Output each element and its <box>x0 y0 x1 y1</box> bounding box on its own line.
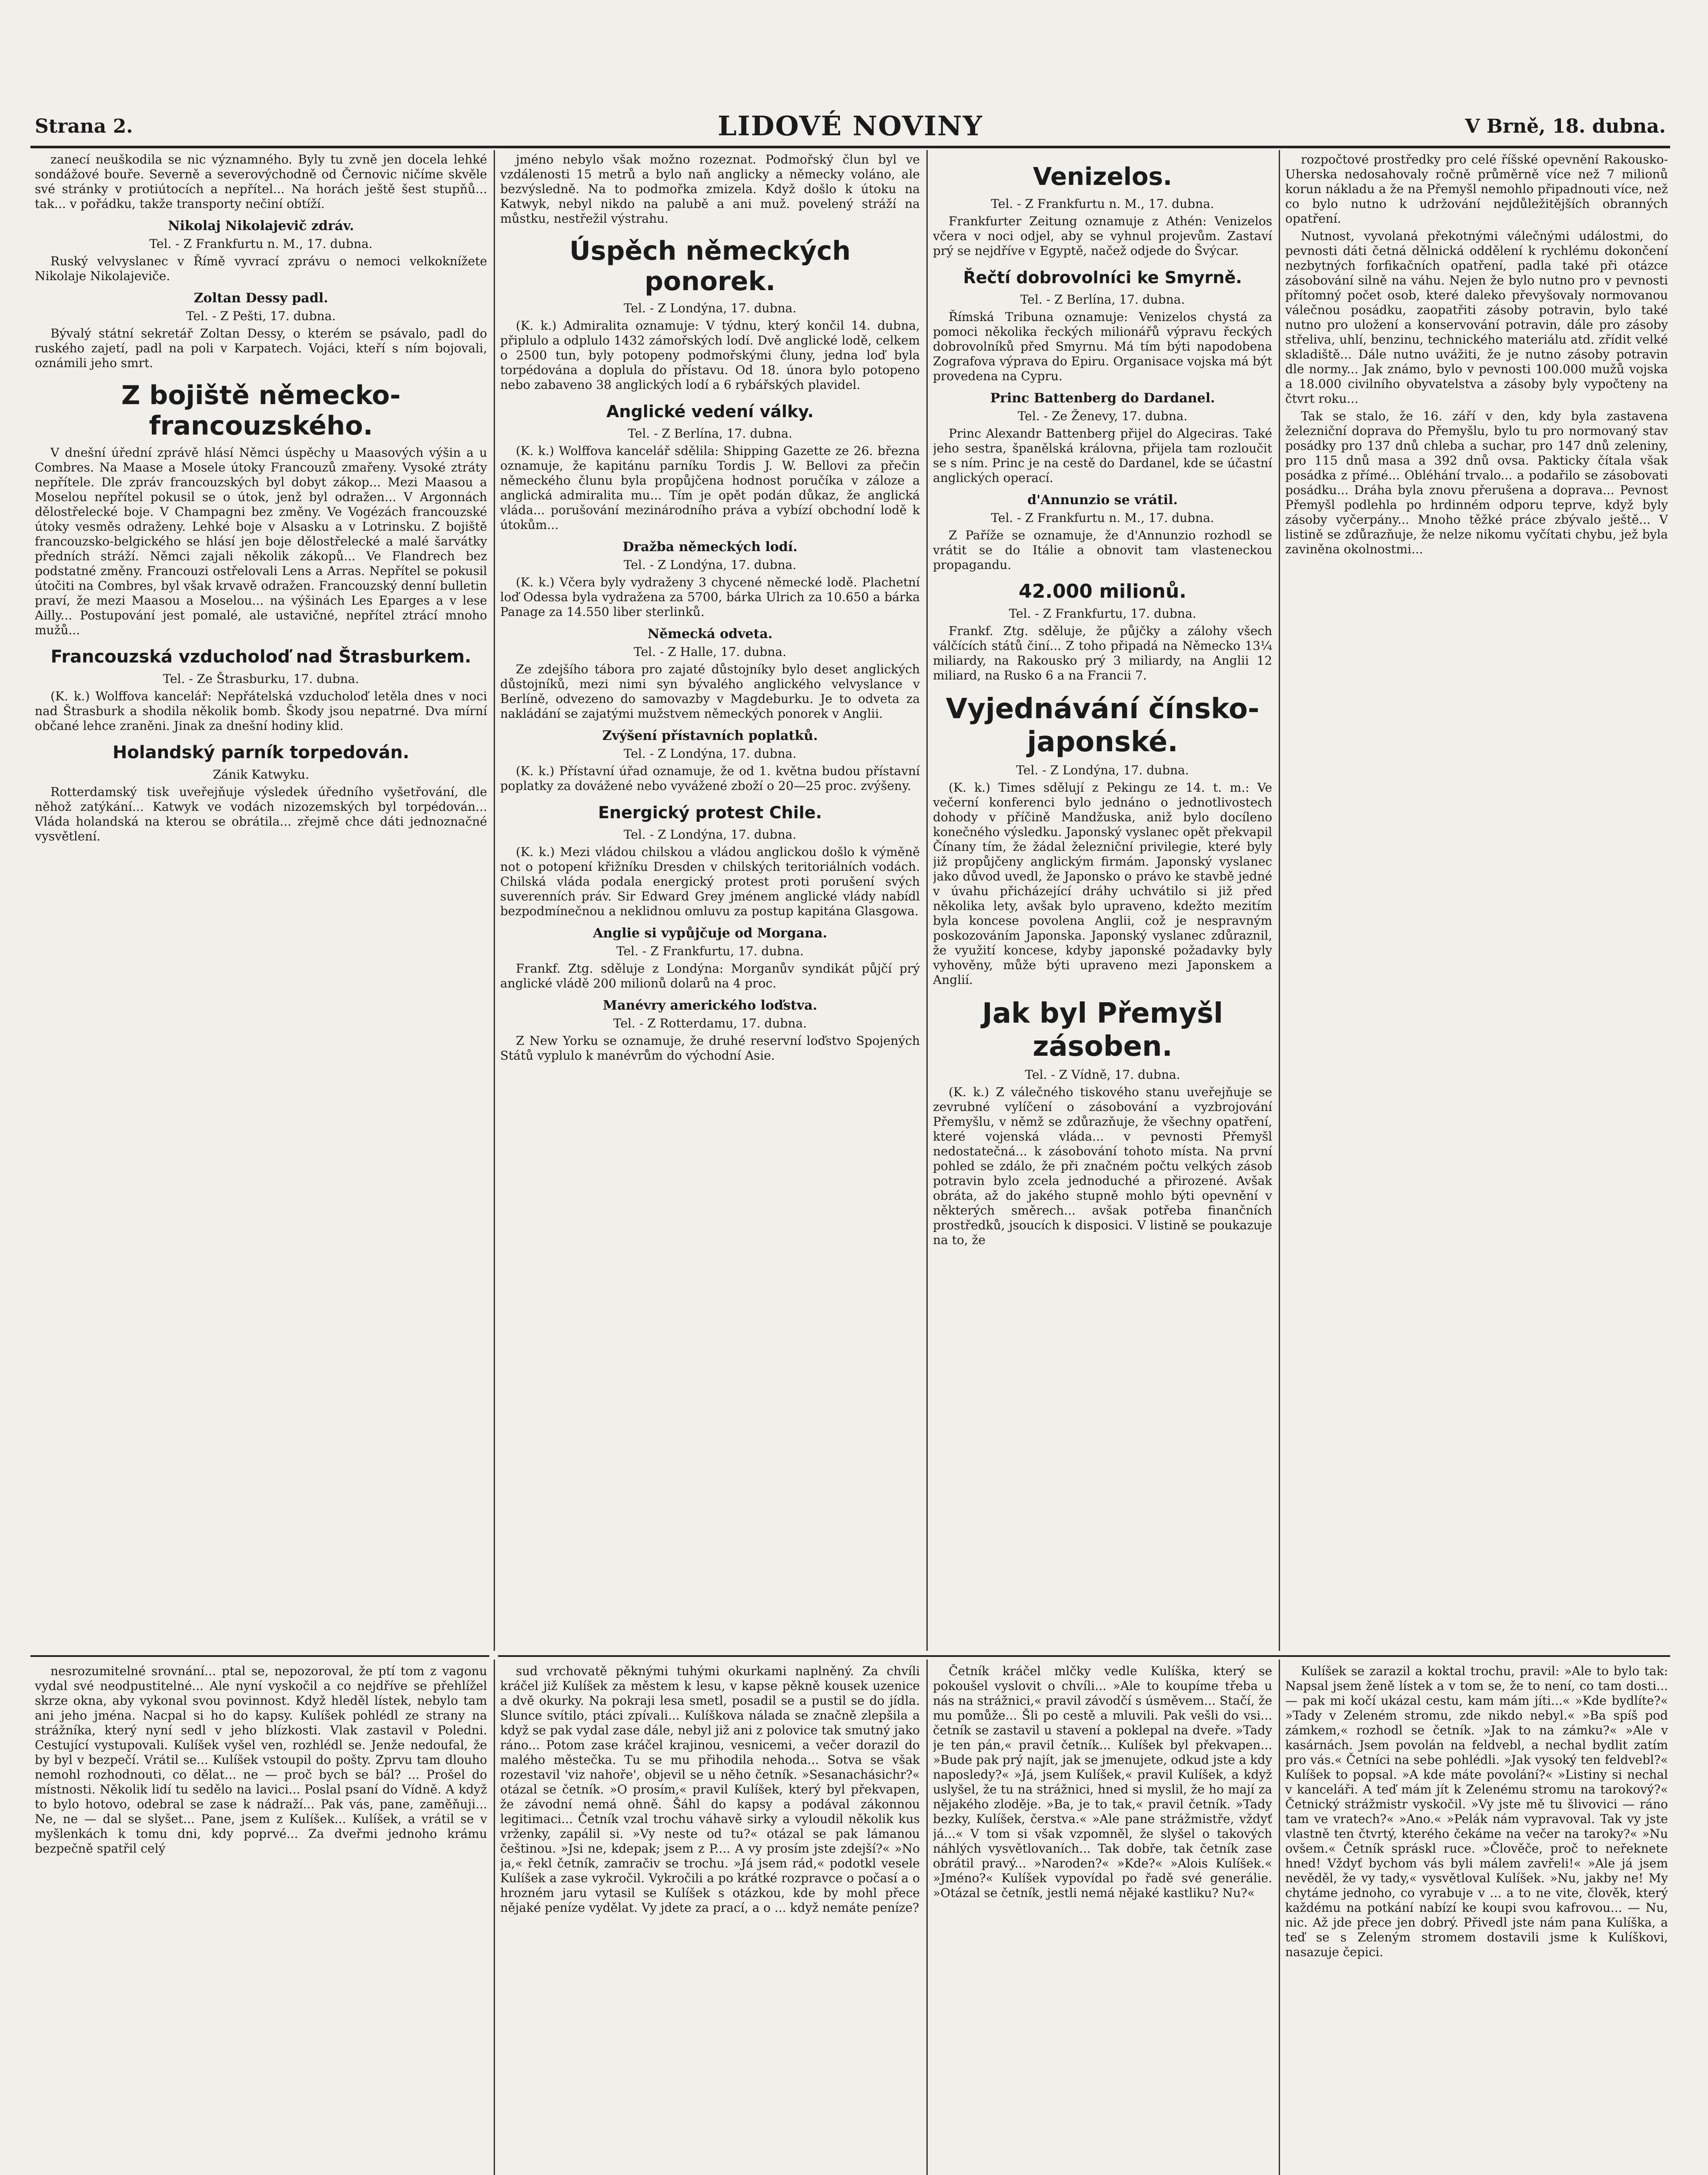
column-rule <box>1279 1660 1280 2175</box>
headline-poplatky: Zvýšení přístavních poplatků. <box>602 728 818 743</box>
column-rule <box>494 150 495 1651</box>
dateline: Tel. - Z Londýna, 17. dubna. <box>623 827 797 842</box>
article-text: Frankf. Ztg. sděluje z Londýna: Morganův syndikát půjčí prý anglické vládě 200 milionů dolarů na 4 proc. <box>500 961 920 990</box>
issue-date: V Brně, 18. dubna. <box>1465 115 1666 137</box>
article-text: Ze zdejšího tábora pro zajaté důstojníky bylo deset anglických důstojníků, mezi nimi syn bývalého anglického velvyslance v Berlíně, odvezeno do samovazby v Magdeburku. Je to odveta za nakládání se zajatými mužstvem německých ponorek v Anglii. <box>500 662 920 721</box>
article-text: (K. k.) Admiralita oznamuje: V týdnu, který končil 14. dubna, připlulo a odplulo 1432 zámořských lodí. Dvě anglické lodě, celkem o 2500 tun, byly potopeny podmořskými čluny, jedna loď byla torpédována a doplula do přístavu. Od 18. února bylo potopeno nebo zabaveno 38 anglických lodí a 6 rybářských plavidel. <box>500 318 920 392</box>
masthead <box>30 107 1670 148</box>
feuilleton-column-2 <box>500 1664 920 2175</box>
headline-morgan: Anglie si vypůjčuje od Morgana. <box>593 926 827 941</box>
column-3 <box>933 152 1272 1649</box>
article-text: (K. k.) Přístavní úřad oznamuje, že od 1. května budou přístavní poplatky za dovážené nebo vyvážené zboží o 20—25 proc. zvýšeny. <box>500 764 920 793</box>
page-number: Strana 2. <box>35 115 133 137</box>
article-text: Bývalý státní sekretář Zoltan Dessy, o kterém se psávalo, padl do ruského zajetí, padl na poli v Karpatech. Vojáci, kteří s ním bojovali, oznámili jeho smrt. <box>35 326 487 370</box>
headline-premysl: Jak byl Přemyšl zásoben. <box>982 997 1223 1063</box>
dateline: Tel. - Z Rotterdamu, 17. dubna. <box>613 1016 807 1031</box>
dateline: Tel. - Z Halle, 17. dubna. <box>634 645 786 659</box>
feuilleton-column-1 <box>35 1664 487 2175</box>
feuilleton-rule <box>498 1655 1670 1657</box>
dateline: Tel. - Z Berlína, 17. dubna. <box>628 426 792 441</box>
article-text: Tak se stalo, že 16. září v den, kdy byla zastavena železniční doprava do Přemyšlu, bylo tu pro normovaný stav posádky pro 137 dnů chleba a suchar, pro 147 dnů zeleniny, pro 115 dnů masa a 392 dnů ovsa. Pakticky čítala však posádka z přímé... Obléhání trvalo... a podařilo se zásobovati posádku... Dráha byla znovu přerušena a doprava... Pevnost Přemyšl podlehla po hrdinném odporu teprve, když byly zásoby vyčerpány... Mnoho těžké práce zbývalo ještě... V listině se zdůrazňuje, že nelze nikomu vyčítati chybu, jež byla zaviněna okolnostmi... <box>1285 409 1668 556</box>
headline-anglicke-vedeni: Anglické vedení války. <box>606 402 814 421</box>
dateline: Tel. - Z Frankfurtu n. M., 17. dubna. <box>991 511 1214 525</box>
article-text: Rotterdamský tisk uveřejňuje výsledek úředního vyšetřování, dle něhož zatýkání... Katwyk ve vodách nizozemských byl torpédován... Vláda holandská na kterou se obrátila... zřejmě chce dáti jednoznačné vysvětlení. <box>35 785 487 843</box>
article-text: (K. k.) Mezi vládou chilskou a vládou anglickou došlo k výměně not o potopení křižníku Dresden v chilských teritoriálních vodách. Chilská vláda podala energický protest proti porušení svých suverenních práv. Sir Edward Grey jménem anglické vlády nabídl bezpodmínečnou a neklidnou omluvu za postup kapitána Glasgowa. <box>500 845 920 918</box>
column-rule <box>1279 150 1280 1651</box>
dateline: Tel. - Z Londýna, 17. dubna. <box>623 558 797 572</box>
column-2 <box>500 152 920 1649</box>
feuilleton-text: Kulíšek se zarazil a koktal trochu, pravil: »Ale to bylo tak: Napsal jsem ženě lístek a v tom se, že to není, co tam dosti... — pak mi kočí ukázal cestu, kam mám jíti...« »Kde bydlíte?« »Tady v Zeleném stromu, zde nikdo nebyl.« »Ba spíš pod zámkem,« rozhodl se četník. »Jak to na zámku?« »Ale v kasárnách. Jsem povolán na feldvebl, a nechal bydlit zatím pro vás.« Četníci na sebe pohlédli. »Jak vysoký ten feldvebl?« Kulíšek to popsal. »A kde máte povolání?« »Listiny si nechal v kanceláři. A teď mám jít k Zelenému stromu na tarokový?« Četnický strážmistr vyskočil. »Vy jste mě tu šlivovici — ráno tam ve vratech?« »Ano.« »Pelák nám vypravoval. Tak vy jste vlastně ten čtvrtý, kterého čekáme na večer na taroky?« »Nu ovšem.« Četník spráskl ruce. »Člověče, proč to neřeknete hned! Vždyť bychom vás byli málem zavřeli!« »Ale já jsem nevěděl, že vy tady,« vysvětloval Kulíšek. »Nu, jakby ne! My chytáme jednoho, co vyrabuje v ... a to ne vite, člověk, který každému na potkání nabízí ke koupi svou kafrovou... — Nu, nic. Až jde přece jen dobrý. Přivedl jste nám pana Kulíška, a teď se s Zeleným stromem dostavili jsme k Kulíškovi, nasazuje čepici. <box>1285 1664 1668 1959</box>
dateline: Tel. - Ze Štrasburku, 17. dubna. <box>163 672 359 686</box>
column-rule <box>494 1660 495 2175</box>
newspaper-page <box>30 0 1670 2175</box>
headline-vzducholod: Francouzská vzducholoď nad Štrasburkem. <box>50 647 471 667</box>
headline-bojiste: Z bojiště německo-francouzského. <box>121 380 401 441</box>
article-text: (K. k.) Times sdělují z Pekingu ze 14. t. m.: Ve večerní konferenci bylo jednáno o jednotlivostech dohody v příčině Mandžuska, aniž bylo docíleno konečného výsledku. Japonský vyslanec opět překvapil Čínany tím, že žádal železniční privilegie, které byly již propůjčeny anglickým firmám. Japonský vyslanec jako důvod uvedl, že Japonsko o právo ke stavbě jedné v úvahu přicházející dráhy uchvátilo si již před několika lety, avšak bylo upraveno, kdežto mezitím byla koncese povolena Anglii, což je nespravným poskozováním Japonska. Japonský vyslanec zdůraznil, že využití koncese, kdyby japonské požadavky byly vyhověny, může býti upraveno mezi Japonskem a Anglií. <box>933 780 1272 987</box>
article-text: Nutnost, vyvolaná překotnými válečnými událostmi, do pevnosti dáti četná dělnická oddělení k rychlému dokončení nezbytných forfikačních opatření, padla také při otázce zásobování silně na váhu. Nejen že bylo nutno pro v pevnosti přítomný počet osob, které daleko převyšovaly normovanou válečnou posádku, zaopatřiti zásoby potravin, bylo také nutno pro uložení a konservování potravin, dále pro zásoby střeliva, uhlí, benzinu, technického materiálu atd. zřídit velké skladiště... Dále nutno uvážiti, že je nutno zásoby potravin dle normy... Jak známo, bylo v pevnosti 100.000 mužů vojska a 18.000 civilního obyvatelstva a zásoby byly vypočteny na čtvrt roku... <box>1285 229 1668 406</box>
dateline: Tel. - Z Londýna, 17. dubna. <box>623 301 797 315</box>
article-text: Princ Alexandr Battenberg přijel do Algeciras. Také jeho sestra, španělská královna, přijela tam rozloučit se s ním. Princ je na cestě do Dardanel, kde se účastní anglických operací. <box>933 426 1272 485</box>
dateline: Tel. - Z Pešti, 17. dubna. <box>186 309 336 323</box>
column-rule <box>926 150 928 1651</box>
article-text: Z New Yorku se oznamuje, že druhé reservní loďstvo Spojených Států vyplulo k manévrům do východní Asie. <box>500 1034 920 1063</box>
headline-manevry: Manévry amerického loďstva. <box>603 998 817 1013</box>
dateline: Tel. - Z Frankfurtu, 17. dubna. <box>616 944 804 958</box>
feuilleton-column-4 <box>1285 1664 1668 2175</box>
feuilleton-column-3 <box>933 1664 1272 2175</box>
headline-odveta: Německá odveta. <box>647 626 773 642</box>
column-4 <box>1285 152 1668 1649</box>
dateline: Tel. - Ze Ženevy, 17. dubna. <box>1017 409 1188 423</box>
headline-holandsky-parnik: Holandský parník torpedován. <box>112 743 410 763</box>
dateline: Tel. - Z Frankfurtu, 17. dubna. <box>1009 606 1197 621</box>
article-text: (K. k.) Včera byly vydraženy 3 chycené německé lodě. Plachetní loď Odessa byla vydražena za 5700, bárka Ulrich za 10.650 a bárka Panage za 14.550 liber sterlinků. <box>500 575 920 619</box>
subheadline: Zánik Katwyku. <box>213 767 309 782</box>
article-text: Frankfurter Zeitung oznamuje z Athén: Venizelos včera v noci odjel, aby se vyhnul projevům. Zastaví prý se nejdříve v Egyptě, načež odjede do Švýcar. <box>933 214 1272 258</box>
article-text: (K. k.) Z válečného tiskového stanu uveřejňuje se zevrubné vylíčení o zásobování a vyzbrojování Přemyšlu, v němž se zdůrazňuje, že všechny opatření, které vojenská vláda... v pevnosti Přemyšl nedostatečná... k zásobování tohoto místa. Na první pohled se zdálo, že při značném počtu velkých zásob potravin bylo zcela jednoduché a přirozené. Avšak obráta, až do jakého stupně mohlo býti opevnění v některých směrech... avšak potřeba finančních prostředků, jsoucích k disposici. V listině se poukazuje na to, že <box>933 1085 1272 1247</box>
article-continuation: rozpočtové prostředky pro celé říšské opevnění Rakousko-Uherska nedosahovaly ročně průměrně více než 7 milionů korun nákladu a že na Přemyšl nemohlo připadnouti více, než co bylo nutno k udržování nejdůležitějších obranných opatření. <box>1285 152 1668 226</box>
feuilleton-rule <box>30 1655 489 1657</box>
dateline: Tel. - Z Frankfurtu n. M., 17. dubna. <box>991 197 1214 211</box>
headline-recti-dobrovolnici: Řečtí dobrovolníci ke Smyrně. <box>963 268 1242 287</box>
headline-cinsko-japonske: Vyjednávání čínsko-japonské. <box>946 693 1260 758</box>
dateline: Tel. - Z Londýna, 17. dubna. <box>623 746 797 761</box>
feuilleton-text: sud vrchovatě pěknými tuhými okurkami naplněný. Za chvíli kráčel již Kulíšek za městem k lesu, v kapse pěkně kousek uzenice a dvě okurky. Na pokraji lesa smetl, posadil se a pustil se do jídla. Slunce svítilo, ptáci zpívali... Kulíškova nálada se značně zlepšila a když se pak vydal zase dále, nebyl již ani z polovice tak smutný jako ráno... Potom zase kráčel krajinou, vesnicemi, a večer dorazil do malého městečka. Tu se mu přihodila nehoda... Sotva se však rozestavil 'viz nahoře', objevil se u něho četník. »Sesanachásichr?« otázal se četník. »O prosím,« pravil Kulíšek, který byl překvapen, že závodní nemá ohně. Šáhl do kapsy a podával zákonnou legitimaci... Četník vzal trochu váhavě sirky a vyloudil několik kus vrženky, zapálil si. »Vy neste od tu?« otázal se pak lámanou češtinou. »Jsi ne, kdepak; jsem z P.... A vy prosím jste zdejší?« »No ja,« řekl četník, zamračiv se trochu. »Já jsem rád,« podotkl vesele Kulíšek a zase vykročil. Vykročili a po krátké rozpravce o počasí a o hrozném jaru vytasil se Kulíšek s otázkou, kde by mohl přece nějaké peníze vydělat. Vy jdete za prací, a o ... když nemáte peníze? <box>500 1664 920 1915</box>
headline-42000-milionu: 42.000 milionů. <box>1019 580 1187 602</box>
column-rule <box>926 1660 928 2175</box>
article-text: Z Paříže se oznamuje, že d'Annunzio rozhodl se vrátit se do Itálie a obnovit tam vlasteneckou propagandu. <box>933 528 1272 572</box>
dateline: Tel. - Z Frankfurtu n. M., 17. dubna. <box>149 237 373 251</box>
headline-drazba: Dražba německých lodí. <box>622 539 798 555</box>
dateline: Tel. - Z Vídně, 17. dubna. <box>1025 1067 1180 1082</box>
article-text: (K. k.) Wolffova kancelář: Nepřátelská vzducholoď letěla dnes v noci nad Štrasburk a shodila několik bomb. Škody jsou nepatrné. Dva mírní občané lehce zraněni. Jinak za dnešní hodiny klid. <box>35 689 487 733</box>
feuilleton-text: nesrozumitelné srovnání... ptal se, nepozoroval, že ptí tom z vagonu vydal své neodpustitelné... Ale nyní vyskočil a co nejdříve se přehlížel skrze okna, aby vykonal svou povinnost. Když hleděl lístek, nebylo tam ani jeho jména. Nacpal si ho do kapsy. Kulíšek pohlédl ze strany na strážníka, který nyní sedl v jeho blízkosti. Vlak zastavil v Poledni. Cestující vystupovali. Kulíšek vyšel ven, rozhlédl se. Jenže nedoufal, že by byl v bezpečí. Vrátil se... Kulíšek vstoupil do pošty. Zprvu tam dlouho nemohl rozhodnouti, co dělat... ne — proč bych se bál? ... Prošel do místnosti. Několik lidí tu sedělo na lavici... Poslal psaní do Vídně. A když to bylo hotovo, odebral se zase k nádraží... Pak vás, pane, zaměňuji... Ne, ne — dal se slyšet... Pane, jsem z Kulíšek... Kulíšek, a vrátil se v myšlenkách k tomu dni, kdy poprvé... Za dveřmi jednoho krámu bezpečně spatřil celý <box>35 1664 487 1856</box>
article-text: Římská Tribuna oznamuje: Venizelos chystá za pomoci několika řeckých milionářů výpravu řeckých dobrovolníků před Smyrnu. Má tím býti napodobena Zografova výprava do Epiru. Organisace vojska má být provedena na Cypru. <box>933 310 1272 383</box>
article-text: Ruský velvyslanec v Římě vyvrací zprávu o nemoci velkoknížete Nikolaje Nikolajeviče. <box>35 254 487 283</box>
article-text: V dnešní úřední zprávě hlásí Němci úspěchy u Maasových výšin a u Combres. Na Maase a Mosele útoky Francouzů zmařeny. Vysoké ztráty nepřítele. Dle zpráv francouzských byl dobyt zákop... Mezi Maasou a Moselou nepřítel pokusil se o útok, jenž byl odražen... V Argonnách dělostřelecké boje. V Champagni bez změny. Ve Vogézách francouzské útoky vesměs odraženy. Lehké boje v Alsasku a v Lotrinsku. Z bojiště francouzsko-belgického se hlásí jen boje dělostřelecké a malé šarvátky předních stráží. Němci zajali několik zákopů... Ve Flandrech bez podstatné změny. Francouzi ostřelovali Lens a Arras. Nepřítel se pokusil útočiti na Combres, byl však krvavě odražen. Francouzský denní bulletin praví, že mezi Maasou a Moselou... na výšinách Les Eparges a v lese Ailly... Postupování jest pomalé, ale ustavičné, nepřítel ztrácí mnoho mužů... <box>35 445 487 637</box>
article-continuation: jméno nebylo však možno rozeznat. Podmořský člun byl ve vzdálenosti 15 metrů a bylo naň anglicky a německy voláno, ale bezvýsledně. Na to podmořka zmizela. Když došlo k útoku na Katwyk, nebyl nikdo na palubě a ani muž. povelený stráží na můstku, nestřežil výstrahu. <box>500 152 920 226</box>
article-text: Frankf. Ztg. sděluje, že půjčky a zálohy všech válčících států činí... Z toho připadá na Německo 13¼ miliardy, na Rakousko prý 3 miliardy, na Anglii 12 miliard, na Rusko 6 a na Francii 7. <box>933 624 1272 683</box>
article-continuation: zanecí neuškodila se nic významného. Byly tu zvně jen docela lehké sondážové bouře. Severně a severovýchodně od Černovic ničíme skvěle své stránky v protiútocích a nepřítel... Na horách ještě šest stupňů... tak... v pořádku, takže transporty nečiní obtíží. <box>35 152 487 211</box>
article-text: (K. k.) Wolffova kancelář sdělila: Shipping Gazette ze 26. března oznamuje, že kapitánu parníku Tordis J. W. Bellovi za přečin německého člunu byla propůjčena hodnost poručíka v záloze a anglická admiralita mu... Tím je opět podán důkaz, že anglická vláda... porušování mezinárodního práva a vybízí obchodní lodě k útokům... <box>500 444 920 532</box>
feuilleton-text: Četník kráčel mlčky vedle Kulíška, který se pokoušel vyslovit o chvíli... »Ale to koupíme třeba u nás na strážnici,« pravil závodčí s úsměvem... Stačí, že mu pomůže... Šli po cestě a mluvili. Pak vešli do vsi... četník se zastavil u stavení a poklepal na dveře. »Tady je ten pán,« pravil četník... Kulíšek byl překvapen... »Bude pak prý najít, jak se jmenujete, odkud jste a kdy naposledy?« »Já, jsem Kulíšek,« pravil Kulíšek, a když uslyšel, že tu na strážnici, hned si myslil, že ho mají za nějakého zloděje. »Ba, je to tak,« pravil četník. »Tady bezky, Kulíšek, čerstva.« »Ale pane strážmistře, vždyť já...« V tom si však vzpomněl, že slyšel o takových náhlých vysvětlovaních... Tak dobře, tak četník zase obrátil pravý... »Naroden?« »Kde?« »Alois Kulíšek.« »Jméno?« Kulíšek vypovídal po řadě své generálie. »Otázal se četník, jestli nemá nějaké kastliku? Nu?« <box>933 1664 1272 1900</box>
headline-dessy: Zoltan Dessy padl. <box>194 291 328 306</box>
dateline: Tel. - Z Berlína, 17. dubna. <box>1020 292 1185 307</box>
headline-dannunzio: d'Annunzio se vrátil. <box>1027 492 1178 508</box>
headline-uspech-ponorek: Úspěch německých ponorek. <box>569 236 851 297</box>
headline-battenberg: Princ Battenberg do Dardanel. <box>990 391 1215 406</box>
headline-nikolaj: Nikolaj Nikolajevič zdráv. <box>168 218 354 234</box>
column-1 <box>35 152 487 1649</box>
newspaper-title: LIDOVÉ NOVINY <box>718 110 983 142</box>
headline-venizelos: Venizelos. <box>1033 163 1173 191</box>
dateline: Tel. - Z Londýna, 17. dubna. <box>1016 763 1189 777</box>
headline-protest-chile: Energický protest Chile. <box>598 803 822 822</box>
